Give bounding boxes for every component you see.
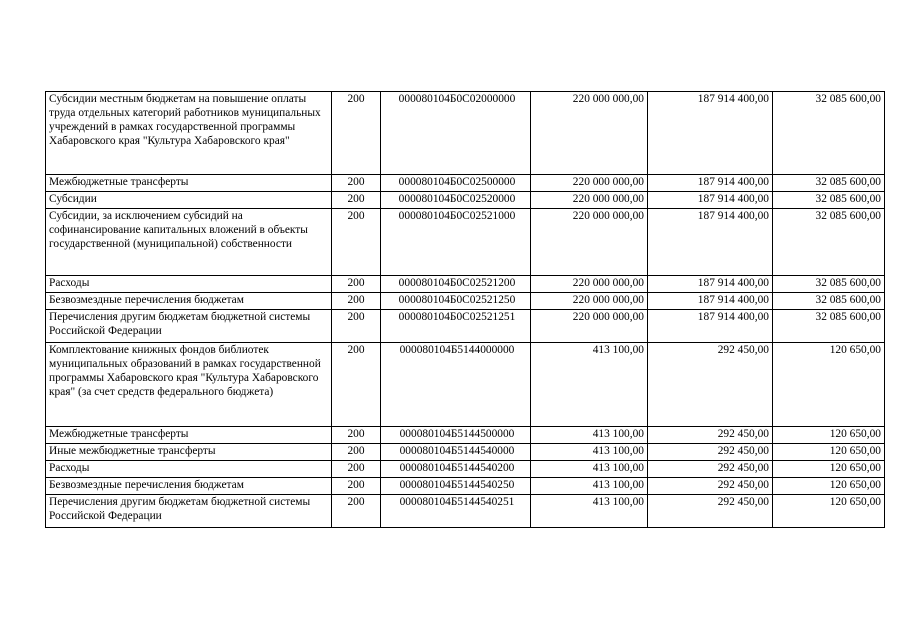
row-name-cell: Межбюджетные трансферты [46,427,332,444]
row-name-cell: Безвозмездные перечисления бюджетам [46,293,332,310]
row-value1-cell: 413 100,00 [531,343,648,427]
row-value1-cell: 220 000 000,00 [531,209,648,276]
table-row [46,92,885,175]
row-csr-cell: 000080104Б0С02521251 [381,310,531,343]
row-csr-cell: 000080104Б0С02000000 [381,92,531,175]
row-value3-cell: 32 085 600,00 [773,209,885,276]
row-csr-cell: 000080104Б5144500000 [381,427,531,444]
table-row [46,495,885,528]
row-value1-cell: 413 100,00 [531,427,648,444]
row-code-cell: 200 [332,293,381,310]
row-name-cell: Комплектование книжных фондов библиотек муниципальных образований в рамках государственной программы Хабаровского края "Культура Хабаровского края" (за счет средств федерального бюджета) [46,343,332,427]
row-value3-cell: 32 085 600,00 [773,293,885,310]
row-value3-cell: 32 085 600,00 [773,276,885,293]
row-csr-cell: 000080104Б5144540200 [381,461,531,478]
row-name-cell: Перечисления другим бюджетам бюджетной системы Российской Федерации [46,310,332,343]
row-value1-cell: 220 000 000,00 [531,92,648,175]
row-value2-cell: 292 450,00 [648,495,773,528]
row-value3-cell: 32 085 600,00 [773,192,885,209]
row-value1-cell: 220 000 000,00 [531,192,648,209]
row-value2-cell: 187 914 400,00 [648,92,773,175]
row-csr-cell: 000080104Б0С02521000 [381,209,531,276]
row-value3-cell: 120 650,00 [773,495,885,528]
row-value2-cell: 292 450,00 [648,343,773,427]
row-value2-cell: 292 450,00 [648,444,773,461]
row-code-cell: 200 [332,310,381,343]
row-csr-cell: 000080104Б5144540251 [381,495,531,528]
row-code-cell: 200 [332,461,381,478]
row-csr-cell: 000080104Б0С02521200 [381,276,531,293]
row-value1-cell: 220 000 000,00 [531,276,648,293]
row-csr-cell: 000080104Б5144540000 [381,444,531,461]
row-csr-cell: 000080104Б5144540250 [381,478,531,495]
table-row [46,192,885,209]
row-value2-cell: 187 914 400,00 [648,276,773,293]
row-value3-cell: 120 650,00 [773,478,885,495]
row-name-cell: Межбюджетные трансферты [46,175,332,192]
row-value2-cell: 187 914 400,00 [648,293,773,310]
row-value3-cell: 120 650,00 [773,444,885,461]
row-code-cell: 200 [332,495,381,528]
row-code-cell: 200 [332,343,381,427]
row-code-cell: 200 [332,276,381,293]
row-name-cell: Иные межбюджетные трансферты [46,444,332,461]
row-value2-cell: 187 914 400,00 [648,175,773,192]
row-code-cell: 200 [332,478,381,495]
table-row [46,293,885,310]
budget-table-body [46,92,885,528]
row-name-cell: Расходы [46,276,332,293]
row-value2-cell: 187 914 400,00 [648,310,773,343]
row-value2-cell: 187 914 400,00 [648,192,773,209]
row-value1-cell: 220 000 000,00 [531,293,648,310]
row-code-cell: 200 [332,175,381,192]
row-csr-cell: 000080104Б0С02521250 [381,293,531,310]
row-csr-cell: 000080104Б0С02520000 [381,192,531,209]
table-row [46,427,885,444]
row-name-cell: Субсидии, за исключением субсидий на софинансирование капитальных вложений в объекты государственной (муниципальной) собственности [46,209,332,276]
row-value3-cell: 32 085 600,00 [773,310,885,343]
row-value1-cell: 413 100,00 [531,495,648,528]
row-csr-cell: 000080104Б5144000000 [381,343,531,427]
row-value1-cell: 413 100,00 [531,444,648,461]
row-name-cell: Перечисления другим бюджетам бюджетной системы Российской Федерации [46,495,332,528]
row-name-cell: Субсидии [46,192,332,209]
row-value1-cell: 220 000 000,00 [531,175,648,192]
budget-table [45,91,885,528]
row-code-cell: 200 [332,192,381,209]
table-row [46,461,885,478]
table-row [46,175,885,192]
row-value3-cell: 32 085 600,00 [773,92,885,175]
table-row [46,343,885,427]
row-value1-cell: 413 100,00 [531,478,648,495]
row-value3-cell: 120 650,00 [773,343,885,427]
row-csr-cell: 000080104Б0С02500000 [381,175,531,192]
row-code-cell: 200 [332,209,381,276]
row-value1-cell: 413 100,00 [531,461,648,478]
table-row [46,478,885,495]
row-value2-cell: 292 450,00 [648,461,773,478]
row-value2-cell: 292 450,00 [648,427,773,444]
row-value1-cell: 220 000 000,00 [531,310,648,343]
row-code-cell: 200 [332,92,381,175]
row-value3-cell: 120 650,00 [773,427,885,444]
row-name-cell: Безвозмездные перечисления бюджетам [46,478,332,495]
row-value2-cell: 187 914 400,00 [648,209,773,276]
row-name-cell: Субсидии местным бюджетам на повышение оплаты труда отдельных категорий работников муниципальных учреждений в рамках государственной программы Хабаровского края "Культура Хабаровского края" [46,92,332,175]
row-code-cell: 200 [332,444,381,461]
row-name-cell: Расходы [46,461,332,478]
row-value3-cell: 120 650,00 [773,461,885,478]
table-row [46,310,885,343]
table-row [46,209,885,276]
table-row [46,276,885,293]
row-value2-cell: 292 450,00 [648,478,773,495]
row-value3-cell: 32 085 600,00 [773,175,885,192]
table-row [46,444,885,461]
row-code-cell: 200 [332,427,381,444]
